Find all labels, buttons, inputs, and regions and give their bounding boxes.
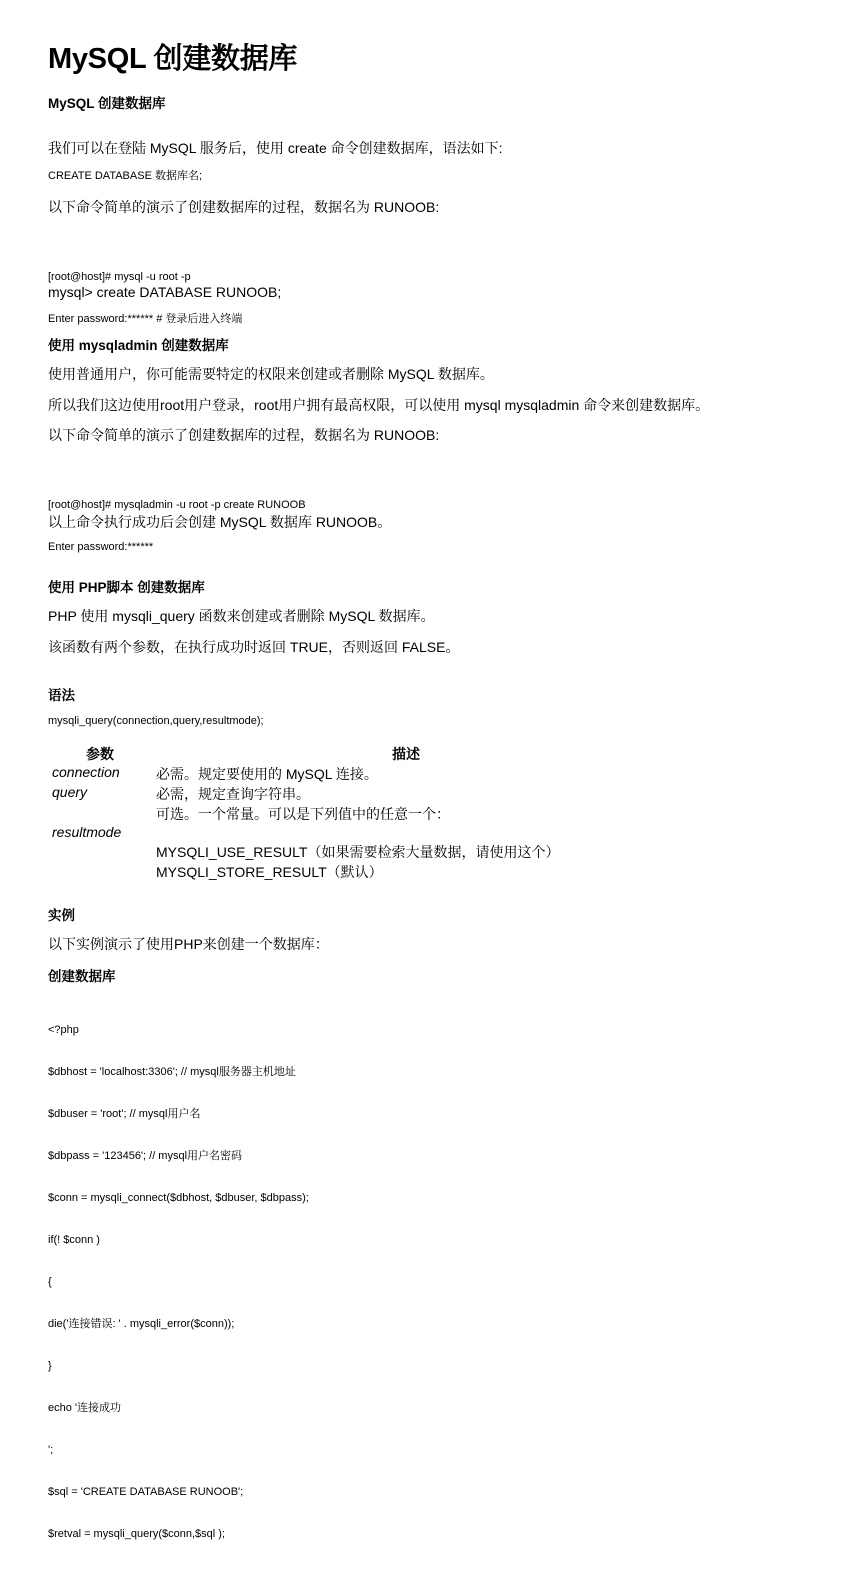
table-header-row (48, 744, 660, 764)
page-title: MySQL 创建数据库 (48, 43, 298, 75)
table-header: 描述 (392, 746, 420, 762)
code-line: echo '连接成功 (48, 1402, 122, 1414)
section-heading-create-db: MySQL 创建数据库 (48, 96, 166, 111)
code-line: <?php (48, 1024, 79, 1036)
code-line: die('连接错误: ' . mysqli_error($conn)); (48, 1318, 235, 1330)
param-desc-line: MYSQLI_STORE_RESULT（默认） (156, 864, 383, 880)
param-desc: 必需。规定要使用的 MySQL 连接。 (156, 766, 378, 782)
table-row (48, 804, 660, 882)
code-line: { (48, 1276, 52, 1288)
paragraph-mysql-cmd: mysql> create DATABASE RUNOOB; (48, 284, 282, 300)
section-heading-mysqladmin: 使用 mysqladmin 创建数据库 (48, 338, 229, 353)
subheading-create-db: 创建数据库 (48, 969, 116, 984)
code-line: Enter password:****** (48, 541, 154, 553)
paragraph-s2-3: 以下命令简单的演示了创建数据库的过程，数据名为 RUNOOB: (48, 427, 440, 443)
code-line: $dbpass = '123456'; // mysql用户名密码 (48, 1150, 243, 1162)
paragraph-s2-4: 以上命令执行成功后会创建 MySQL 数据库 RUNOOB。 (48, 514, 392, 530)
param-desc-spacer (156, 824, 656, 842)
code-line: $retval = mysqli_query($conn,$sql ); (48, 1528, 225, 1540)
section-heading-example: 实例 (48, 908, 75, 923)
param-desc-line: MYSQLI_USE_RESULT（如果需要检索大量数据，请使用这个） (156, 844, 560, 860)
code-line: if(! $conn ) (48, 1234, 100, 1246)
param-name: query (52, 784, 88, 800)
code-line: Enter password:****** # 登录后进入终端 (48, 313, 243, 325)
code-line: $dbuser = 'root'; // mysql用户名 (48, 1108, 201, 1120)
code-line: $dbhost = 'localhost:3306'; // mysql服务器主机地址 (48, 1066, 296, 1078)
table-row (48, 764, 660, 784)
param-desc-line: 可选。一个常量。可以是下列值中的任意一个： (156, 806, 450, 822)
code-line: [root@host]# mysqladmin -u root -p create RUNOOB (48, 499, 306, 511)
param-name: connection (52, 764, 120, 780)
param-desc: 必需，规定查询字符串。 (156, 786, 310, 802)
param-desc (152, 804, 660, 882)
paragraph-example-intro: 以下实例演示了使用PHP来创建一个数据库： (48, 936, 329, 952)
table-header: 参数 (86, 746, 114, 762)
code-syntax-php: mysqli_query(connection,query,resultmode); (48, 715, 264, 727)
section-heading-syntax: 语法 (48, 688, 75, 703)
section-heading-php: 使用 PHP脚本 创建数据库 (48, 580, 205, 595)
code-block-php-example (48, 995, 309, 1569)
paragraph-s3-1: PHP 使用 mysqli_query 函数来创建或者删除 MySQL 数据库。 (48, 608, 435, 624)
code-line: $sql = 'CREATE DATABASE RUNOOB'; (48, 1486, 244, 1498)
paragraph-s2-1: 使用普通用户，你可能需要特定的权限来创建或者删除 MySQL 数据库。 (48, 366, 494, 382)
param-name: resultmode (52, 824, 122, 840)
code-line: } (48, 1360, 52, 1372)
table-row (48, 784, 660, 804)
code-line: '; (48, 1444, 54, 1456)
paragraph-intro: 我们可以在登陆 MySQL 服务后，使用 create 命令创建数据库，语法如下: (48, 140, 503, 156)
paragraph-s3-2: 该函数有两个参数，在执行成功时返回 TRUE，否则返回 FALSE。 (48, 639, 460, 655)
parameter-table (48, 744, 660, 882)
paragraph-demo-intro: 以下命令简单的演示了创建数据库的过程，数据名为 RUNOOB: (48, 199, 440, 215)
paragraph-s2-2: 所以我们这边使用root用户登录，root用户拥有最高权限，可以使用 mysql mysqladmin 命令来创建数据库。 (48, 397, 710, 413)
code-syntax: CREATE DATABASE 数据库名; (48, 170, 203, 182)
code-line: [root@host]# mysql -u root -p (48, 271, 191, 283)
code-line: $conn = mysqli_connect($dbhost, $dbuser, $dbpass); (48, 1192, 309, 1204)
